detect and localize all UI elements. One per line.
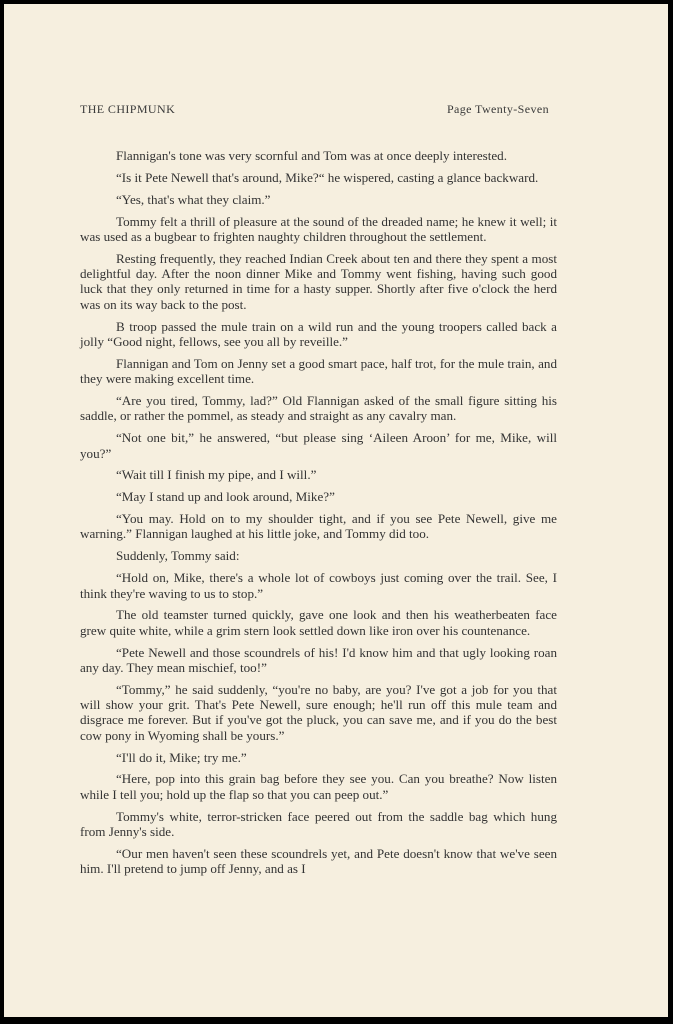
paragraph: Resting frequently, they reached Indian Creek about ten and there they spent a most delightful day. After the noon dinner Mike and Tommy went fishing, having such good luck that they only returned in time for a hasty supper. Shortly after five o'clock the herd was on its way back to the post. xyxy=(80,250,557,312)
paragraph: “Is it Pete Newell that's around, Mike?“ he wispered, casting a glance backward. xyxy=(116,169,539,185)
paragraph: “Tommy,” he said suddenly, “you're no baby, are you? I've got a job for you that will show your grit. That's Pete Newell, sure enough; he'll run off this mule team and disgrace me forever. But if you've got the pluck, you can save me, and if you do the best cow pony in Wyoming shall be yours.” xyxy=(80,681,557,743)
page-number: Page Twenty-Seven xyxy=(446,102,549,116)
paragraph: Tommy's white, terror-stricken face peered out from the saddle bag which hung from Jenny's side. xyxy=(80,808,557,839)
paragraph: “Are you tired, Tommy, lad?” Old Flannigan asked of the small figure sitting his saddle, or rather the pommel, as steady and straight as any cavalry man. xyxy=(80,393,557,424)
paragraph: Suddenly, Tommy said: xyxy=(116,548,240,564)
paragraph: “Pete Newell and those scoundrels of his! I'd know him and that ugly looking roan any day. They mean mischief, too!” xyxy=(80,644,557,675)
paragraph: “Wait till I finish my pipe, and I will.” xyxy=(116,467,317,483)
book-title: THE CHIPMUNK xyxy=(80,102,176,116)
paragraph: “Here, pop into this grain bag before they see you. Can you breathe? Now listen while I tell you; hold up the flap so that you can peep out.” xyxy=(80,771,557,802)
paragraph: Flannigan's tone was very scornful and Tom was at once deeply interested. xyxy=(116,148,507,163)
story-text xyxy=(80,148,557,883)
paragraph: “Hold on, Mike, there's a whole lot of cowboys just coming over the trail. See, I think they're waving to us to stop.” xyxy=(80,570,557,601)
paragraph: “I'll do it, Mike; try me.” xyxy=(116,749,247,765)
paragraph: The old teamster turned quickly, gave one look and then his weatherbeaten face grew quite white, while a grim stern look settled down like iron over his countenance. xyxy=(80,607,557,638)
paragraph: “You may. Hold on to my shoulder tight, and if you see Pete Newell, give me warning.” Flannigan laughed at his little joke, and Tommy did too. xyxy=(80,511,557,542)
paragraph: “Yes, that's what they claim.” xyxy=(116,191,271,207)
paragraph: “May I stand up and look around, Mike?” xyxy=(116,489,335,505)
book-page xyxy=(4,4,668,1017)
paragraph: Flannigan and Tom on Jenny set a good smart pace, half trot, for the mule train, and they were making excellent time. xyxy=(80,355,557,387)
paragraph: B troop passed the mule train on a wild run and the young troopers called back a jolly “Good night, fellows, see you all by reveille.” xyxy=(80,318,557,349)
paragraph: Tommy felt a thrill of pleasure at the sound of the dreaded name; he knew it well; it was used as a bugbear to frighten naughty children throughout the settlement. xyxy=(80,213,557,244)
paragraph: “Our men haven't seen these scoundrels yet, and Pete doesn't know that we've seen him. I'll pretend to jump off Jenny, and as I xyxy=(80,845,557,877)
paragraph: “Not one bit,” he answered, “but please sing ‘Aileen Aroon’ for me, Mike, will you?” xyxy=(80,430,557,461)
running-header xyxy=(80,102,549,117)
